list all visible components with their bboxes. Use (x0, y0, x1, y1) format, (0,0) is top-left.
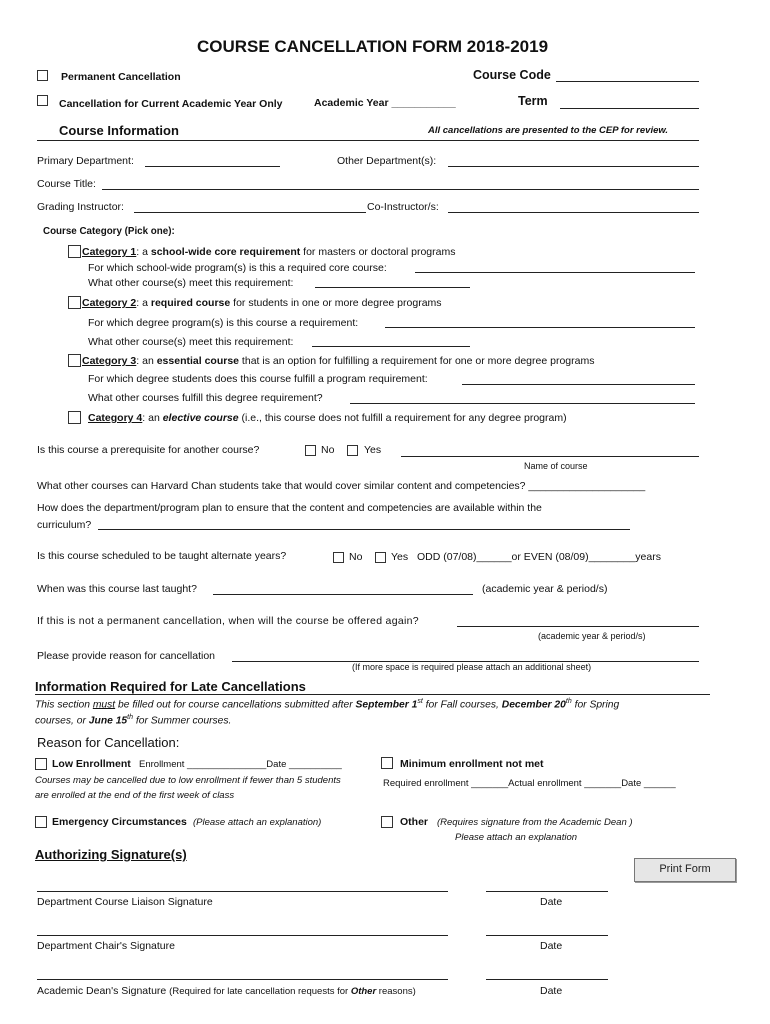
low-enrollment-fields[interactable]: Enrollment _______________Date __________ (139, 759, 342, 770)
late-text-a: This section (35, 699, 93, 711)
other-note-2: Please attach an explanation (455, 832, 578, 843)
course-title-field[interactable] (102, 189, 699, 190)
category-1-q2-field[interactable] (315, 287, 470, 288)
category-1-rest: for masters or doctoral programs (300, 246, 456, 258)
category-2-bold: required course (150, 297, 231, 309)
emergency-checkbox[interactable] (35, 816, 47, 828)
academic-year-field[interactable]: Academic Year ___________ (314, 97, 456, 109)
dean-note-other: Other (350, 986, 377, 997)
term-field[interactable] (560, 108, 699, 109)
grading-instructor-field[interactable] (134, 212, 366, 213)
late-cancellations-heading: Information Required for Late Cancellations (35, 679, 306, 694)
divider (37, 140, 699, 141)
category-3-q2-field[interactable] (350, 403, 695, 404)
page-title: COURSE CANCELLATION FORM 2018-2019 (196, 37, 549, 56)
alternate-yes-label: Yes (391, 551, 409, 563)
dean-note-a: (Required for late cancellation requests for (169, 986, 351, 997)
other-label: Other (400, 816, 429, 828)
reason-hint: (If more space is required please attach an additional sheet) (352, 662, 592, 672)
liaison-date-field[interactable] (486, 891, 608, 892)
other-departments-label: Other Department(s): (337, 155, 437, 167)
course-title-label: Course Title: (37, 178, 96, 190)
category-2-q2: What other course(s) meet this requirement: (88, 336, 294, 348)
category-1-bold: school-wide core requirement (150, 246, 301, 258)
category-3-colon: : an (136, 355, 157, 367)
category-2-q1: For which degree program(s) is this course a requirement: (88, 317, 359, 329)
dean-signature-field[interactable] (37, 979, 448, 980)
name-of-course-hint: Name of course (524, 461, 588, 471)
late-text-th1: th (565, 698, 572, 705)
chair-signature-field[interactable] (37, 935, 448, 936)
current-year-label: Cancellation for Current Academic Year Only (59, 98, 283, 110)
last-taught-question: When was this course last taught? (37, 583, 197, 595)
category-2-q1-field[interactable] (385, 327, 695, 328)
category-2-name: Category 2 (82, 297, 137, 309)
odd-even-fields[interactable]: ODD (07/08)______or EVEN (08/09)________years (417, 551, 661, 563)
prereq-no-checkbox[interactable] (305, 445, 316, 456)
alternate-years-question: Is this course scheduled to be taught alternate years? (37, 550, 287, 562)
permanent-cancellation-checkbox[interactable] (37, 70, 48, 81)
late-text-dec: December 20 (501, 699, 566, 711)
min-enrollment-label: Minimum enrollment not met (400, 758, 544, 770)
category-4-name: Category 4 (88, 412, 143, 424)
other-checkbox[interactable] (381, 816, 393, 828)
plan-question-line1: How does the department/program plan to ensure that the content and competencies are available within the (37, 502, 542, 514)
late-text-e: courses, or (35, 715, 89, 727)
liaison-signature-label: Department Course Liaison Signature (37, 896, 213, 908)
other-note: (Requires signature from the Academic Dean ) (437, 817, 633, 828)
chair-date-field[interactable] (486, 935, 608, 936)
category-3-q1-field[interactable] (462, 384, 695, 385)
category-1-q1-field[interactable] (415, 272, 695, 273)
category-1-q2: What other course(s) meet this requirement: (88, 277, 294, 289)
emergency-label: Emergency Circumstances (52, 816, 187, 828)
low-enrollment-checkbox[interactable] (35, 758, 47, 770)
alternate-no-checkbox[interactable] (333, 552, 344, 563)
category-1-label (82, 246, 455, 258)
primary-department-label: Primary Department: (37, 155, 134, 167)
liaison-date-label: Date (540, 896, 563, 908)
chair-date-label: Date (540, 940, 563, 952)
late-text-must: must (92, 699, 116, 711)
primary-department-field[interactable] (145, 166, 280, 167)
category-2-q2-field[interactable] (312, 346, 470, 347)
category-3-rest: that is an option for fulfilling a requirement for one or more degree programs (239, 355, 595, 367)
emergency-note: (Please attach an explanation) (193, 817, 322, 828)
min-enrollment-checkbox[interactable] (381, 757, 393, 769)
prereq-course-field[interactable] (401, 456, 699, 457)
print-form-button[interactable]: Print Form (634, 858, 736, 882)
chair-signature-label: Department Chair's Signature (37, 940, 175, 952)
category-3-name: Category 3 (82, 355, 137, 367)
course-code-label: Course Code (473, 68, 551, 82)
late-text-jun: June 15 (88, 715, 128, 727)
course-category-heading: Course Category (Pick one): (43, 226, 175, 237)
cep-note: All cancellations are presented to the CEP for review. (428, 125, 669, 136)
category-4-label (88, 412, 567, 424)
category-3-checkbox[interactable] (68, 354, 81, 367)
similar-courses-question[interactable]: What other courses can Harvard Chan students take that would cover similar content and competencies? ____________________ (37, 480, 646, 492)
category-2-rest: for students in one or more degree programs (230, 297, 442, 309)
category-4-rest: (i.e., this course does not fulfill a requirement for any degree program) (238, 412, 567, 424)
dean-note-b: reasons) (376, 986, 416, 997)
category-3-label (82, 355, 594, 367)
prereq-no-label: No (321, 444, 335, 456)
category-2-colon: : a (136, 297, 151, 309)
min-enrollment-fields[interactable]: Required enrollment _______Actual enrollment _______Date ______ (383, 778, 676, 789)
category-3-q1: For which degree students does this course fulfill a program requirement: (88, 373, 428, 385)
category-4-colon: : an (142, 412, 163, 424)
permanent-cancellation-label: Permanent Cancellation (61, 71, 181, 83)
current-year-checkbox[interactable] (37, 95, 48, 106)
late-text-sep: September 1 (355, 699, 418, 711)
prereq-yes-checkbox[interactable] (347, 445, 358, 456)
category-2-label (82, 297, 442, 309)
dean-date-label: Date (540, 985, 563, 997)
low-enrollment-note-2: are enrolled at the end of the first week of class (35, 790, 235, 801)
late-instructions-line1 (35, 698, 619, 710)
dean-signature-label (37, 985, 416, 997)
category-2-checkbox[interactable] (68, 296, 81, 309)
late-text-d: for Spring (571, 699, 620, 711)
category-3-bold: essential course (156, 355, 240, 367)
reason-question: Please provide reason for cancellation (37, 650, 216, 662)
alternate-no-label: No (349, 551, 363, 563)
liaison-signature-field[interactable] (37, 891, 448, 892)
last-taught-field[interactable] (213, 594, 473, 595)
term-label: Term (518, 94, 548, 108)
dean-date-field[interactable] (486, 979, 608, 980)
category-1-colon: : a (136, 246, 151, 258)
offered-again-hint: (academic year & period/s) (538, 631, 646, 641)
category-4-checkbox[interactable] (68, 411, 81, 424)
other-departments-field[interactable] (448, 166, 699, 167)
category-1-q1: For which school-wide program(s) is this a required core course: (88, 262, 387, 274)
late-text-f: for Summer courses. (133, 715, 232, 727)
late-divider (35, 694, 710, 695)
offered-again-field[interactable] (457, 626, 699, 627)
late-text-c: for Fall courses, (422, 699, 502, 711)
course-code-field[interactable] (556, 81, 699, 82)
course-info-heading: Course Information (59, 123, 179, 138)
prereq-question: Is this course a prerequisite for another course? (37, 444, 260, 456)
dean-signature-text: Academic Dean's Signature (37, 985, 170, 997)
plan-answer-field[interactable] (98, 529, 630, 530)
co-instructors-field[interactable] (448, 212, 699, 213)
category-1-name: Category 1 (82, 246, 137, 258)
category-1-checkbox[interactable] (68, 245, 81, 258)
offered-again-question: If this is not a permanent cancellation, when will the course be offered again? (37, 615, 419, 627)
late-text-th2: th (127, 714, 133, 721)
low-enrollment-note-1: Courses may be cancelled due to low enrollment if fewer than 5 students (35, 775, 341, 786)
late-instructions-line2 (35, 714, 231, 726)
co-instructors-label: Co-Instructor/s: (367, 201, 439, 213)
grading-instructor-label: Grading Instructor: (37, 201, 124, 213)
reason-for-cancellation-heading: Reason for Cancellation: (37, 735, 180, 750)
low-enrollment-label: Low Enrollment (52, 758, 131, 770)
authorizing-signatures-heading: Authorizing Signature(s) (35, 847, 187, 862)
category-4-bold: elective course (162, 412, 239, 424)
late-text-st: st (417, 698, 423, 705)
category-3-q2: What other courses fulfill this degree requirement? (88, 392, 323, 404)
plan-question-line2: curriculum? (37, 519, 92, 531)
prereq-yes-label: Yes (364, 444, 382, 456)
last-taught-hint: (academic year & period/s) (482, 583, 608, 595)
alternate-yes-checkbox[interactable] (375, 552, 386, 563)
late-text-b: be filled out for course cancellations submitted after (115, 699, 356, 711)
